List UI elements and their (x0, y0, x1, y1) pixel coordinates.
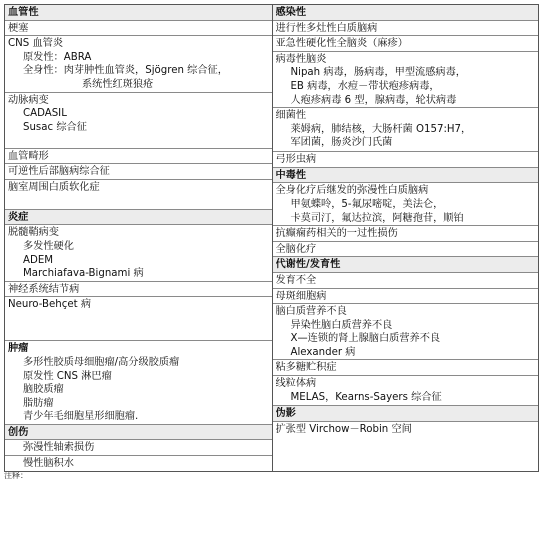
cell-line: 卡莫司汀，氟达拉滨，阿糖孢苷，顺铂 (290, 212, 464, 224)
table-cell (5, 225, 272, 281)
cell-line: 全脑化疗 (275, 243, 317, 255)
column-header-label: 血管性 (8, 7, 39, 18)
cell-line: 进行性多灶性白质脑病 (275, 22, 378, 34)
cell-line: 发育不全 (275, 274, 317, 286)
section-header-inflammatory (5, 210, 272, 226)
cell-line: CADASIL (23, 108, 67, 120)
column-header-label: 感染性 (275, 7, 307, 18)
cell-line: 原发性 CNS 淋巴瘤 (23, 370, 112, 382)
table-cell (273, 21, 539, 37)
cell-line: 病毒性脑炎 (275, 53, 327, 65)
section-header-label: 代谢性/发育性 (275, 259, 341, 271)
column-header-infectious (273, 5, 539, 21)
table-cell (273, 273, 539, 289)
table-cell (273, 360, 539, 376)
cell-line: 脑胶质瘤 (23, 384, 64, 396)
cell-line: Nipah 病毒，肠病毒，甲型流感病毒， (290, 67, 466, 79)
cell-line: 扩张型 Virchow－Robin 空间 (275, 423, 412, 435)
cell-line: 甲氨蝶呤，5-氟尿嘧啶，美法仑， (290, 198, 444, 210)
table-cell (5, 297, 272, 341)
table-cell (5, 149, 272, 165)
cell-line: 全身性：肉芽肿性血管炎，Sjögren 综合征， (23, 65, 228, 77)
column-header-vascular (5, 5, 272, 21)
table-cell (273, 304, 539, 360)
cell-line: 脱髓鞘病变 (8, 227, 59, 239)
cell-line: ADEM (23, 254, 54, 266)
table-cell (5, 93, 272, 149)
cell-line: 亚急性硬化性全脑炎（麻疹） (275, 38, 408, 50)
section-header-label: 炎症 (8, 211, 29, 223)
section-header-label: 创伤 (8, 426, 29, 438)
cell-line: 多发性硬化 (23, 240, 74, 252)
table-cell (273, 289, 539, 305)
cell-line: 动脉病变 (8, 94, 49, 106)
cell-line: 母斑细胞病 (275, 290, 327, 302)
cell-line: 线粒体病 (275, 378, 317, 390)
cell-line: 弓形虫病 (275, 154, 317, 166)
table-cell (273, 108, 539, 152)
cell-line: 脑室周围白质软化症 (8, 181, 100, 193)
cell-line: 神经系统结节病 (8, 283, 80, 295)
section-header-label: 伪影 (275, 408, 296, 420)
cell-line: Alexander 病 (290, 346, 356, 358)
table-columns (4, 4, 539, 472)
cell-line: 多形性胶质母细胞瘤/高分级胶质瘤 (23, 356, 180, 368)
left-column (4, 4, 272, 472)
cell-line: 细菌性 (275, 110, 307, 122)
cell-line: Susac 综合征 (23, 121, 87, 133)
cell-line: 慢性脑积水 (23, 458, 74, 470)
cell-line: 弥漫性轴索损伤 (23, 442, 95, 454)
cell-line: X—连锁的肾上腺脑白质营养不良 (290, 333, 441, 345)
cell-line: 全身化疗后继发的弥漫性白质脑病 (275, 185, 429, 197)
cell-line: 青少年毛细胞星形细胞瘤. (23, 411, 139, 423)
table-cell (273, 422, 539, 437)
cell-line: 血管畸形 (8, 150, 49, 162)
cell-line: 人疱疹病毒 6 型，腺病毒，轮状病毒 (290, 94, 457, 106)
cell-line: 可逆性后部脑病综合征 (8, 166, 110, 178)
cell-line: CNS 血管炎 (8, 38, 64, 50)
table-cell (5, 440, 272, 456)
table-cell (5, 164, 272, 180)
section-header-trauma (5, 425, 272, 441)
table-cell (5, 36, 272, 92)
classification-table (4, 4, 539, 480)
cell-line: 军团菌，肠炎沙门氏菌 (290, 137, 393, 149)
cell-line: EB 病毒，水痘－带状疱疹病毒， (290, 80, 440, 92)
table-cell-tumor (5, 341, 272, 425)
section-header-metabolic (273, 257, 539, 273)
cell-line: 粘多糖贮积症 (275, 362, 337, 374)
section-header-toxic (273, 168, 539, 184)
cell-line: 系统性红斑狼疮 (82, 78, 154, 90)
section-header-label: 肿瘤 (8, 343, 29, 355)
section-header-artifact (273, 406, 539, 422)
cell-line: 脑白质营养不良 (275, 306, 347, 318)
cell-line: 异染性脑白质营养不良 (290, 319, 393, 331)
table-cell (273, 152, 539, 168)
cell-line: 抗癫痫药相关的一过性损伤 (275, 228, 398, 240)
table-footnote: 注释： (4, 471, 28, 480)
table-cell (5, 21, 272, 37)
cell-line: 梗塞 (8, 22, 29, 34)
table-cell (5, 180, 272, 210)
table-cell (273, 242, 539, 258)
right-column (272, 4, 540, 472)
cell-line: 莱姆病，肺结核，大肠杆菌 O157:H7， (290, 123, 472, 135)
cell-line: MELAS，Kearns-Sayers 综合征 (290, 391, 442, 403)
section-header-label: 中毒性 (275, 169, 307, 181)
cell-line: 脂肪瘤 (23, 397, 54, 409)
cell-line: Neuro-Behçet 病 (8, 299, 92, 311)
table-cell (273, 183, 539, 226)
cell-line: Marchiafava-Bignami 病 (23, 268, 144, 280)
table-cell (5, 282, 272, 298)
table-cell (273, 36, 539, 52)
table-cell (273, 376, 539, 406)
table-cell (5, 456, 272, 471)
cell-line: 原发性：ABRA (23, 51, 92, 63)
table-cell (273, 52, 539, 108)
table-cell (273, 226, 539, 242)
